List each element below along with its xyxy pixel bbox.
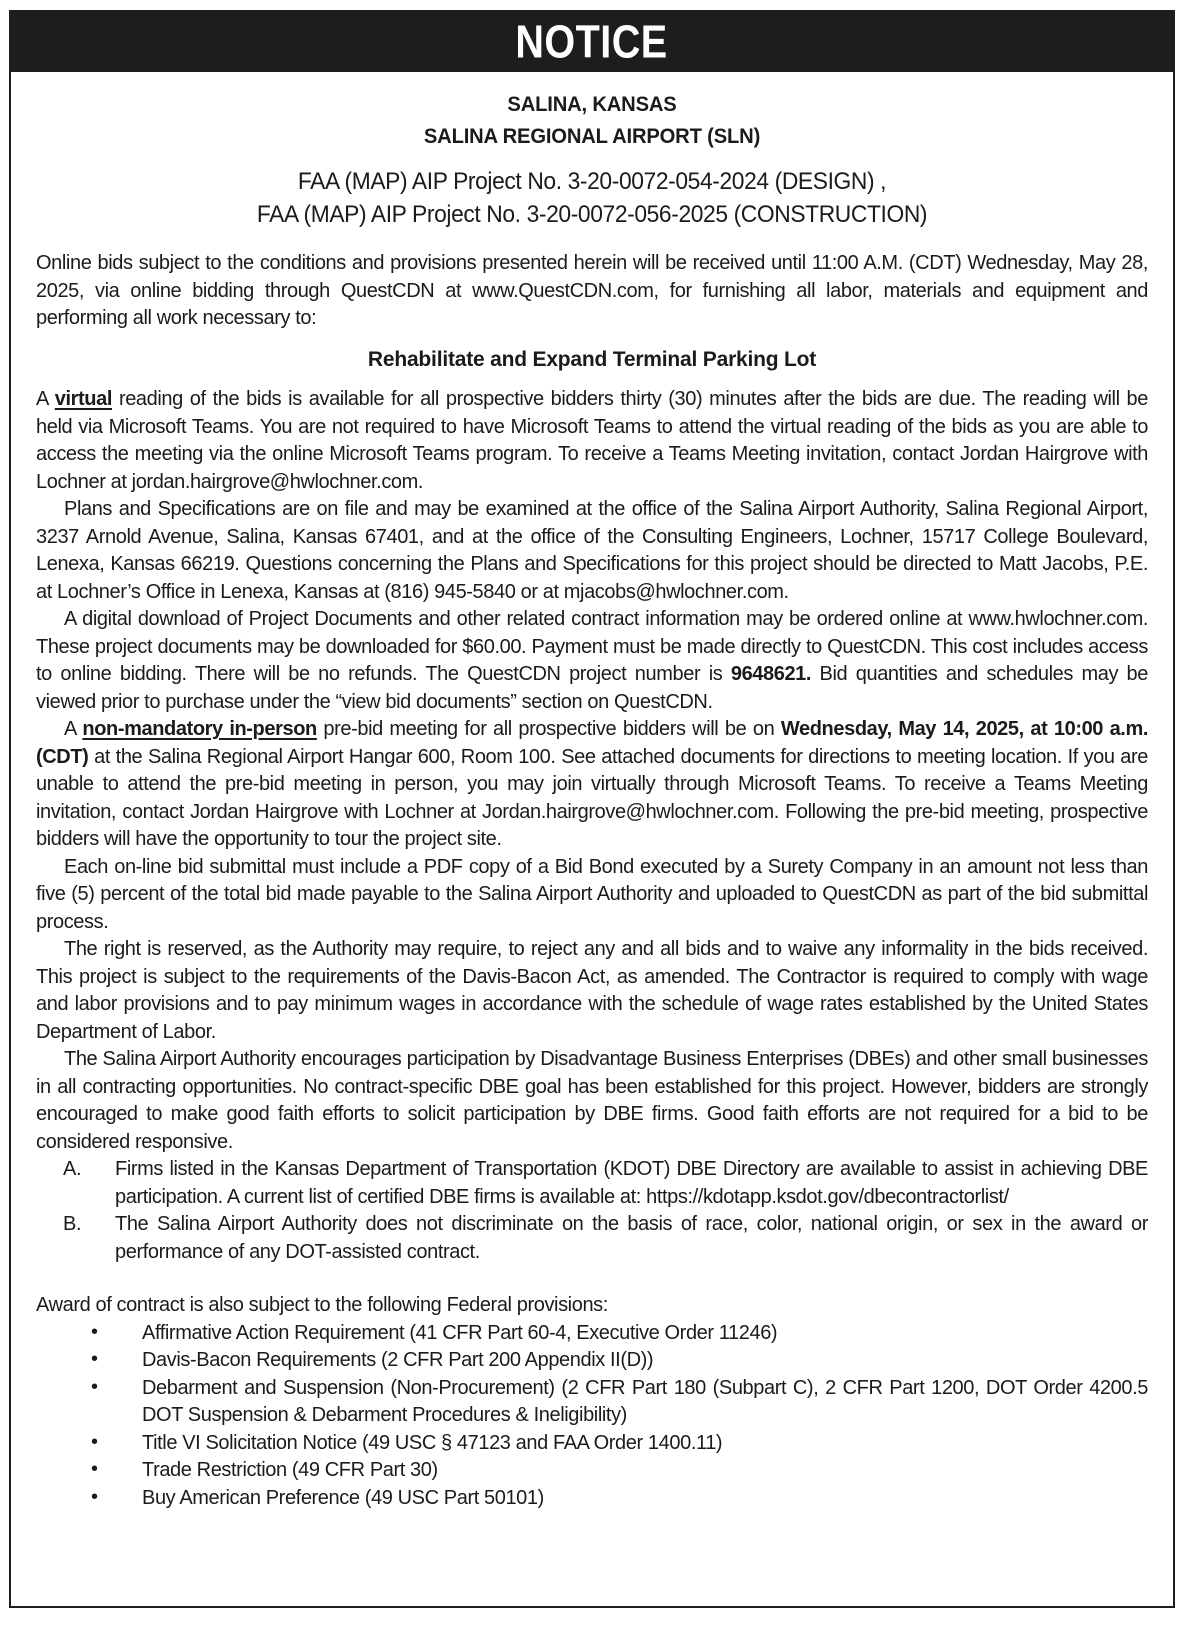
provision-text: Trade Restriction (49 CFR Part 30) — [142, 1459, 438, 1481]
notice-frame — [9, 10, 1175, 1608]
prebid-s0: A — [64, 718, 83, 740]
provision-text: Debarment and Suspension (Non-Procurement) (2 CFR Part 180 (Subpart C), 2 CFR Part 1200, DOT Order 4200.5 DOT Suspension & Debarment Procedures & Ineligibility) — [142, 1376, 1148, 1426]
paragraph-virtual-reading — [36, 386, 1148, 496]
paragraph-online-bids: Online bids subject to the conditions and provisions presented herein will be received until 11:00 A.M. (CDT) Wednesday, May 28, 2025, via online bidding through QuestCDN at www.QuestCDN.com, for furnishing all labor, materials and equipment and performing all work necessary to: — [36, 252, 1148, 329]
federal-provisions-list — [36, 1320, 1148, 1513]
project-construction-line: FAA (MAP) AIP Project No. 3-20-0072-056-2025 (CONSTRUCTION) — [256, 200, 928, 228]
list-item — [36, 1211, 1148, 1266]
list-marker-b: B. — [63, 1213, 82, 1235]
list-item — [36, 1156, 1148, 1211]
download-pre: A digital download of Project Documents and other related contract information may be ordered online at www.hwlochner.com. These project documents may be downloaded for $60.00. Payment must be made directly to QuestCDN. This cost includes access to online bidding. There will be no refunds. The QuestCDN project number is — [36, 608, 1148, 685]
paragraph-bid-bond: Each on-line bid submittal must include a PDF copy of a Bid Bond executed by a Surety Company in an amount not less than five (5) percent of the total bid made payable to the Salina Airport Authority and uploaded to QuestCDN as part of the bid submittal process. — [36, 855, 1148, 933]
paragraph-award-intro: Award of contract is also subject to the following Federal provisions: — [36, 1294, 608, 1316]
download-post: Bid quantities and schedules may be viewed prior to purchase under the “view bid documents” section on QuestCDN. — [36, 663, 1149, 713]
prebid-nonmandatory-emphasis: non-mandatory in-person — [82, 718, 317, 740]
list-item-b-text: The Salina Airport Authority does not discriminate on the basis of race, color, national origin, or sex in the award or performance of any DOT-assisted contract. — [115, 1213, 1148, 1263]
paragraph-prebid-meeting — [36, 716, 1148, 854]
location-subheader — [36, 88, 1148, 152]
provision-text: Affirmative Action Requirement (41 CFR Part 60-4, Executive Order 11246) — [142, 1321, 778, 1344]
provision-text: Title VI Solicitation Notice (49 USC § 47123 and FAA Order 1400.11) — [142, 1431, 723, 1454]
notice-title: NOTICE — [515, 14, 669, 69]
prebid-datetime: Wednesday, May 14, 2025, at 10:00 a.m. (CDT) — [36, 718, 1149, 768]
bullet-icon: • — [91, 1485, 98, 1508]
virtual-reading-post: reading of the bids is available for all prospective bidders thirty (30) minutes after the bids are due. The reading will be held via Microsoft Teams. You are not required to have Microsoft Teams to attend the virtual reading of the bids as you are able to access the meeting via the online Microsoft Teams program. To receive a Teams Meeting invitation, contact Jordan Hairgrove with Lochner at jordan.hairgrove@hwlochner.com. — [36, 388, 1148, 493]
bullet-icon: • — [91, 1348, 98, 1370]
list-item — [36, 1347, 1148, 1375]
bullet-icon: • — [91, 1375, 98, 1398]
list-item — [36, 1320, 1148, 1348]
bullet-icon: • — [91, 1430, 98, 1453]
paragraph-plans-specifications: Plans and Specifications are on file and may be examined at the office of the Salina Airport Authority, Salina Regional Airport, 3237 Arnold Avenue, Salina, Kansas 67401, and at the office of the Consulting Engineers, Lochner, 15717 College Boulevard, Lenexa, Kansas 66219. Questions concerning the Plans and Specifications for this project should be directed to Matt Jacobs, P.E. at Lochner’s Office in Lenexa, Kansas at (816) 945-5840 or at mjacobs@hwlochner.com. — [36, 498, 1148, 603]
project-numbers — [36, 166, 1148, 231]
notice-content — [11, 88, 1173, 1526]
provision-text: Davis-Bacon Requirements (2 CFR Part 200 Appendix II(D)) — [142, 1349, 654, 1371]
virtual-emphasis: virtual — [54, 388, 113, 410]
bullet-icon: • — [91, 1320, 98, 1343]
project-design-line: FAA (MAP) AIP Project No. 3-20-0072-054-2024 (DESIGN) , — [297, 168, 887, 195]
provision-text: Buy American Preference (49 USC Part 50101) — [142, 1486, 544, 1509]
paragraph-digital-download — [36, 606, 1148, 716]
list-item — [36, 1457, 1148, 1485]
list-marker-a: A. — [63, 1158, 82, 1180]
list-item — [36, 1430, 1148, 1458]
list-item — [36, 1375, 1148, 1430]
project-title-heading: Rehabilitate and Expand Terminal Parking Lot — [367, 347, 817, 371]
notice-header-bar — [10, 11, 1174, 72]
airport-line: SALINA REGIONAL AIRPORT (SLN) — [423, 124, 761, 148]
paragraph-rights-reserved: The right is reserved, as the Authority may require, to reject any and all bids and to waive any informality in the bids received. This project is subject to the requirements of the Davis-Bacon Act, as amended. The Contractor is required to comply with wage and labor provisions and to pay minimum wages in accordance with the schedule of wage rates established by the United States Department of Labor. — [36, 938, 1148, 1043]
city-line: SALINA, KANSAS — [507, 92, 677, 116]
virtual-reading-pre: A — [36, 388, 55, 410]
bullet-icon: • — [91, 1458, 98, 1480]
prebid-s2: pre-bid meeting for all prospective bidders will be on — [316, 718, 781, 740]
questcdn-project-number: 9648621. — [730, 663, 812, 685]
prebid-s4: at the Salina Regional Airport Hangar 600, Room 100. See attached documents for directions to meeting location. If you are unable to attend the pre-bid meeting in person, you may join virtually through Microsoft Teams. To receive a Teams Meeting invitation, contact Jordan Hairgrove with Lochner at Jordan.hairgrove@hwlochner.com. Following the pre-bid meeting, prospective bidders will have the opportunity to tour the project site. — [36, 745, 1148, 850]
dbe-lettered-list — [36, 1156, 1148, 1266]
list-item-a-text: Firms listed in the Kansas Department of Transportation (KDOT) DBE Directory are available to assist in achieving DBE participation. A current list of certified DBE firms is available at: https://kdotapp.ksdot.gov/dbecontractorlist/ — [115, 1158, 1148, 1208]
list-item — [36, 1485, 1148, 1513]
paragraph-dbe-participation: The Salina Airport Authority encourages participation by Disadvantage Business Enterprises (DBEs) and other small businesses in all contracting opportunities. No contract-specific DBE goal has been established for this project. However, bidders are strongly encouraged to make good faith efforts to solicit participation by DBE firms. Good faith efforts are not required for a bid to be considered responsive. — [36, 1048, 1148, 1153]
notice-body — [36, 250, 1148, 1512]
